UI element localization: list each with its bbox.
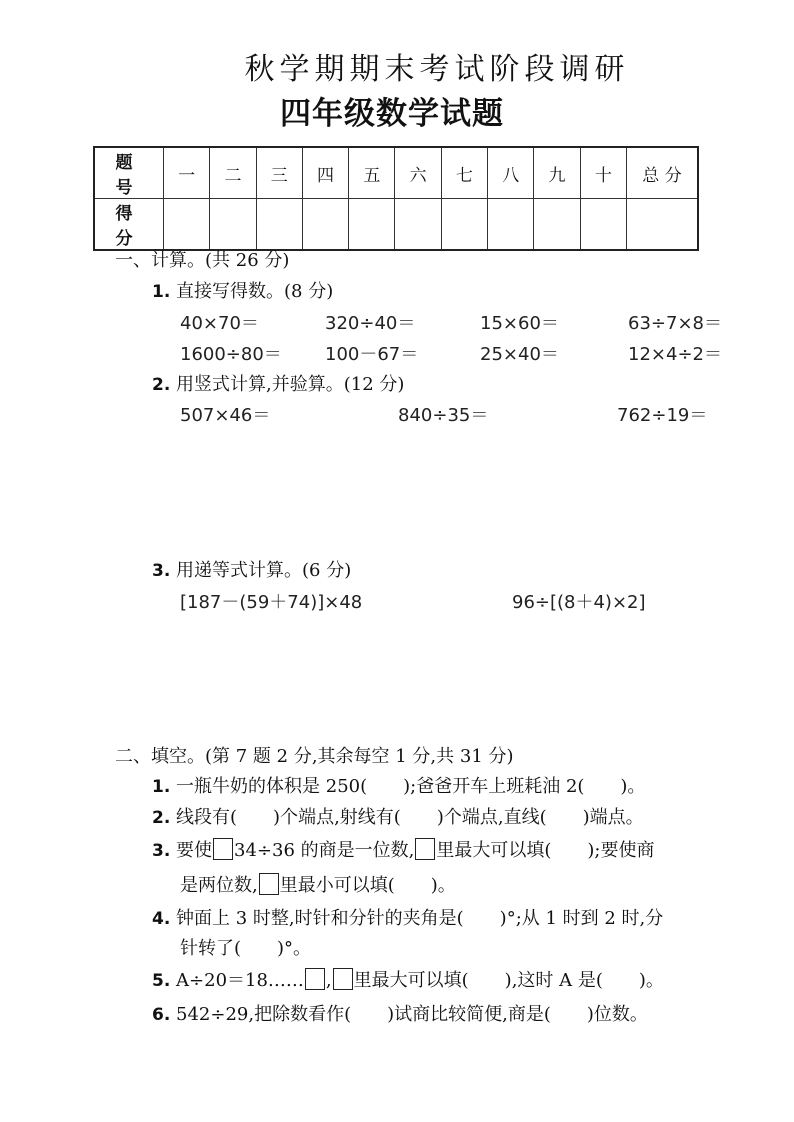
s1-q1-expr: 25×40＝ <box>480 344 559 365</box>
score-cell[interactable] <box>580 199 626 251</box>
score-cell[interactable] <box>627 199 699 251</box>
score-cell[interactable] <box>302 199 348 251</box>
exam-subtitle: 四年级数学试题 <box>280 96 504 132</box>
s2-q4-number: 4. <box>152 909 171 929</box>
section1-title: 一、计算。(共 26 分) <box>115 250 290 271</box>
score-table-col-5: 五 <box>349 147 395 199</box>
s2-q3-part-a: 要使 <box>176 840 213 861</box>
score-table-col-6: 六 <box>395 147 441 199</box>
s1-q1-expr: 63÷7×8＝ <box>628 313 722 334</box>
score-table-row2-label: 得 分 <box>94 199 164 251</box>
s2-q6 <box>152 1000 648 1026</box>
score-cell[interactable] <box>534 199 580 251</box>
score-table-header-row <box>94 147 698 199</box>
s1-q2-expr: 762÷19＝ <box>617 405 708 426</box>
s2-q2-number: 2. <box>152 808 171 828</box>
s2-q3-line2 <box>180 871 456 897</box>
s2-q5-part-b: , <box>325 970 332 991</box>
s1-q3 <box>152 556 351 582</box>
s2-q1 <box>152 772 645 798</box>
s2-q5 <box>152 966 664 992</box>
s1-q1-expr: 1600÷80＝ <box>180 344 282 365</box>
s1-q2-expr: 507×46＝ <box>180 405 271 426</box>
score-table-col-2: 二 <box>210 147 256 199</box>
section2-title: 二、填空。(第 7 题 2 分,其余每空 1 分,共 31 分) <box>115 746 514 767</box>
answer-box[interactable] <box>213 838 233 860</box>
s1-q3-number: 3. <box>152 561 171 581</box>
score-table-col-7: 七 <box>441 147 487 199</box>
score-cell[interactable] <box>210 199 256 251</box>
s2-q1-text: 一瓶牛奶的体积是 250( );爸爸开车上班耗油 2( )。 <box>176 776 646 797</box>
score-table-score-row <box>94 199 698 251</box>
score-cell[interactable] <box>164 199 210 251</box>
answer-box[interactable] <box>333 968 353 990</box>
exam-title: 秋学期期末考试阶段调研 <box>244 52 630 87</box>
score-cell[interactable] <box>441 199 487 251</box>
s1-q3-expr: [187－(59＋74)]×48 <box>180 592 363 613</box>
s2-q3-line2-a: 是两位数, <box>180 875 258 896</box>
s2-q2-text: 线段有( )个端点,射线有( )个端点,直线( )端点。 <box>176 807 644 828</box>
score-cell[interactable] <box>488 199 534 251</box>
s1-q2 <box>152 370 404 396</box>
score-table-col-4: 四 <box>302 147 348 199</box>
s1-q1-expr: 40×70＝ <box>180 313 259 334</box>
s2-q4 <box>152 904 663 930</box>
s1-q2-text: 用竖式计算,并验算。(12 分) <box>176 374 405 395</box>
s2-q5-part-c: 里最大可以填( ),这时 A 是( )。 <box>353 970 664 991</box>
score-table-col-1: 一 <box>164 147 210 199</box>
s2-q3-part-b: 34÷36 的商是一位数, <box>234 840 415 861</box>
score-table <box>93 146 699 251</box>
score-cell[interactable] <box>349 199 395 251</box>
score-table-col-total: 总 分 <box>627 147 699 199</box>
answer-box[interactable] <box>305 968 325 990</box>
answer-box[interactable] <box>259 873 279 895</box>
s2-q4-line1: 钟面上 3 时整,时针和分针的夹角是( )°;从 1 时到 2 时,分 <box>176 908 664 929</box>
s2-q3 <box>152 836 654 862</box>
s1-q2-expr: 840÷35＝ <box>398 405 489 426</box>
s2-q3-line2-b: 里最小可以填( )。 <box>279 875 456 896</box>
s2-q3-number: 3. <box>152 841 171 861</box>
s1-q1-expr: 100－67＝ <box>325 344 419 365</box>
s1-q1-expr: 15×60＝ <box>480 313 559 334</box>
s2-q2 <box>152 803 644 829</box>
score-table-col-3: 三 <box>256 147 302 199</box>
s1-q1-number: 1. <box>152 282 171 302</box>
s1-q1 <box>152 277 333 303</box>
s2-q6-number: 6. <box>152 1005 171 1025</box>
s1-q3-text: 用递等式计算。(6 分) <box>176 560 352 581</box>
s1-q1-expr: 320÷40＝ <box>325 313 416 334</box>
s1-q1-text: 直接写得数。(8 分) <box>176 281 334 302</box>
s2-q6-text: 542÷29,把除数看作( )试商比较简便,商是( )位数。 <box>176 1004 648 1025</box>
s2-q1-number: 1. <box>152 777 171 797</box>
answer-box[interactable] <box>415 838 435 860</box>
score-table-col-10: 十 <box>580 147 626 199</box>
s1-q1-expr: 12×4÷2＝ <box>628 344 722 365</box>
s1-q2-number: 2. <box>152 375 171 395</box>
score-table-col-8: 八 <box>488 147 534 199</box>
s1-q3-expr: 96÷[(8＋4)×2] <box>512 592 646 613</box>
s2-q3-part-c: 里最大可以填( );要使商 <box>436 840 655 861</box>
score-cell[interactable] <box>395 199 441 251</box>
score-table-row1-label: 题 号 <box>94 147 164 199</box>
s2-q5-number: 5. <box>152 971 171 991</box>
s2-q5-part-a: A÷20＝18…… <box>176 970 304 991</box>
score-cell[interactable] <box>256 199 302 251</box>
s2-q4-line2: 针转了( )°。 <box>180 938 312 959</box>
score-table-col-9: 九 <box>534 147 580 199</box>
